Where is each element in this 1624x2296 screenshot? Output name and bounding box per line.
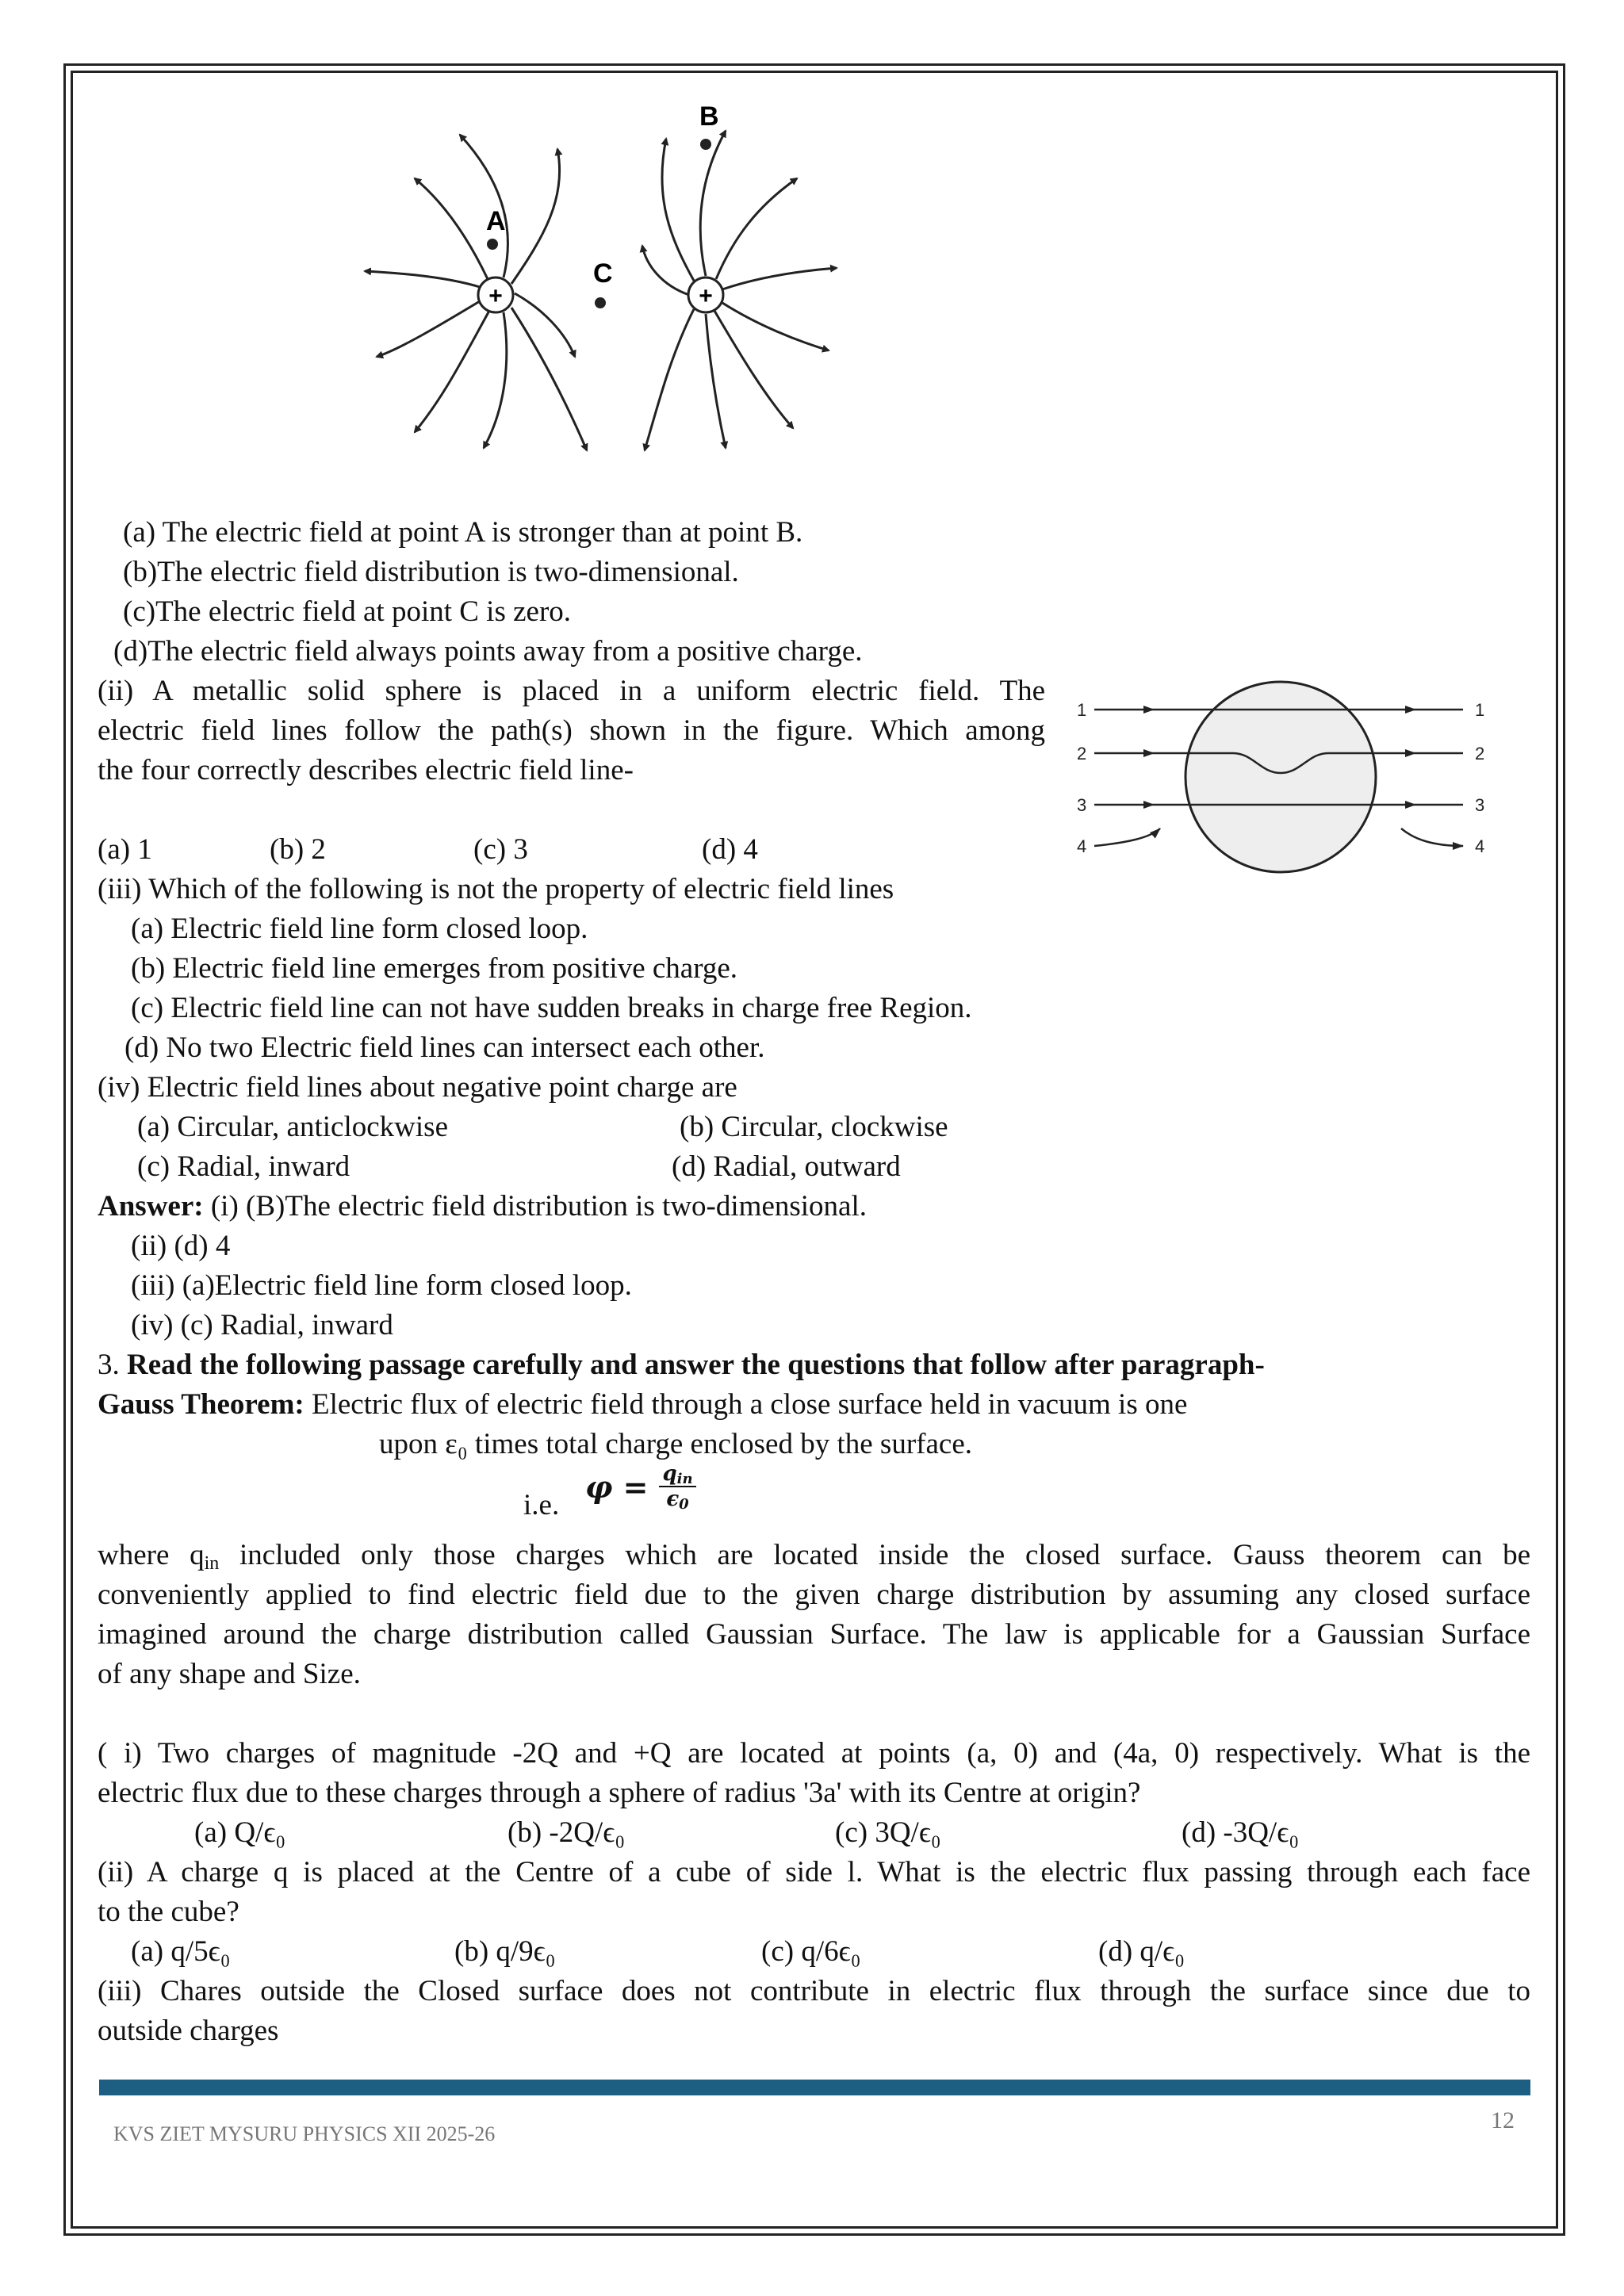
- two-charge-field-figure: [353, 95, 845, 480]
- q2-option-b: (b) 2: [270, 833, 326, 866]
- point-c-label: C: [593, 258, 613, 289]
- point-b-label: B: [699, 101, 719, 132]
- statement-a: (a) The electric field at point A is stronger than at point B.: [123, 516, 803, 549]
- line-label-right-3: 3: [1475, 795, 1485, 815]
- s3q1-option-b: (b) -2Q/ϵ₀: [508, 1816, 626, 1849]
- answer-line-1: [98, 1187, 867, 1226]
- q2-line-3: the four correctly describes electric field line-: [98, 754, 634, 786]
- q2-option-a: (a) 1: [98, 833, 152, 866]
- formula-den-symbol: ϵ: [666, 1487, 680, 1511]
- section3-heading: Read the following passage carefully and answer the questions that follow after paragraph-: [127, 1349, 1265, 1381]
- s3q1-line-2: electric flux due to these charges through a sphere of radius '3a' with its Centre at origin?: [98, 1777, 1141, 1809]
- para-rest: included only those charges which are located inside the closed surface. Gauss theorem can be: [219, 1539, 1530, 1571]
- page-number: 12: [1491, 2107, 1515, 2133]
- statement-c: (c)The electric field at point C is zero.: [123, 595, 572, 628]
- q3-option-c: (c) Electric field line can not have sudden breaks in charge free Region.: [131, 992, 972, 1024]
- metal-sphere-figure: [1063, 670, 1507, 892]
- line-label-left-3: 3: [1077, 795, 1087, 815]
- footer-text: KVS ZIET MYSURU PHYSICS XII 2025-26: [113, 2122, 496, 2145]
- para-line-4: of any shape and Size.: [98, 1658, 361, 1690]
- s3q2-line-2: to the cube?: [98, 1896, 239, 1928]
- s3q1-option-d: (d) -3Q/ϵ₀: [1182, 1816, 1300, 1849]
- s3q1-option-c: (c) 3Q/ϵ₀: [835, 1816, 941, 1849]
- q2-line-1: (ii) A metallic solid sphere is placed in a uniform electric field. The: [98, 675, 1045, 707]
- answer-iii: (iii) (a)Electric field line form closed loop.: [131, 1269, 632, 1302]
- gauss-label: Gauss Theorem:: [98, 1388, 304, 1421]
- q4-option-d: (d) Radial, outward: [672, 1150, 901, 1183]
- formula-denominator: [666, 1487, 688, 1511]
- s3q2-option-c: (c) q/6ϵ₀: [761, 1935, 861, 1968]
- s3q3-line-2: outside charges: [98, 2015, 279, 2047]
- para-line-1: [98, 1536, 1530, 1575]
- line-label-left-2: 2: [1077, 744, 1087, 763]
- para-start: where q: [98, 1539, 205, 1571]
- q4-option-c: (c) Radial, inward: [137, 1150, 350, 1183]
- answer-first: (i) (B)The electric field distribution is two-dimensional.: [203, 1190, 867, 1223]
- q3-question: (iii) Which of the following is not the property of electric field lines: [98, 873, 894, 905]
- gauss-text: Electric flux of electric field through a close surface held in vacuum is one: [304, 1388, 1188, 1421]
- answer-iv: (iv) (c) Radial, inward: [131, 1309, 393, 1341]
- s3q2-option-b: (b) q/9ϵ₀: [454, 1935, 556, 1968]
- line-label-right-2: 2: [1475, 744, 1485, 763]
- line-label-left-4: 4: [1077, 836, 1087, 856]
- answer-ii: (ii) (d) 4: [131, 1230, 231, 1262]
- gauss-line-1: [98, 1385, 1187, 1425]
- q3-option-b: (b) Electric field line emerges from positive charge.: [131, 952, 738, 985]
- ie-label: i.e.: [523, 1489, 560, 1521]
- line-label-right-1: 1: [1475, 700, 1485, 720]
- q3-option-a: (a) Electric field line form closed loop.: [131, 913, 588, 945]
- footer-bar: [99, 2080, 1530, 2095]
- q4-option-a: (a) Circular, anticlockwise: [137, 1111, 448, 1143]
- s3q3-line-1: (iii) Chares outside the Closed surface does not contribute in electric flux through the surface since due to: [98, 1975, 1530, 2007]
- s3q2-line-1: (ii) A charge q is placed at the Centre of a cube of side l. What is the electric flux passing through each face: [98, 1856, 1530, 1888]
- gauss-formula: [585, 1462, 696, 1511]
- statement-d: (d)The electric field always points away from a positive charge.: [113, 635, 863, 668]
- para-line-3: imagined around the charge distribution called Gaussian Surface. The law is applicable for a Gaussian Surface: [98, 1618, 1530, 1651]
- formula-den-sub: 0: [679, 1496, 689, 1513]
- formula-numerator: [659, 1462, 695, 1487]
- formula-lhs: φ =: [585, 1468, 649, 1505]
- q2-line-2: electric field lines follow the path(s) shown in the figure. Which among: [98, 714, 1045, 747]
- statement-b: (b)The electric field distribution is two-dimensional.: [123, 556, 739, 588]
- section3-heading-line: [98, 1345, 1265, 1385]
- right-charge-sign: +: [699, 283, 713, 309]
- s3q2-option-a: (a) q/5ϵ₀: [131, 1935, 231, 1968]
- q3-option-d: (d) No two Electric field lines can intersect each other.: [124, 1031, 765, 1064]
- line-label-right-4: 4: [1475, 836, 1485, 856]
- para-line-2: conveniently applied to find electric field due to the given charge distribution by assuming any closed surface: [98, 1578, 1530, 1611]
- left-charge-sign: +: [488, 283, 503, 309]
- s3q2-option-d: (d) q/ϵ₀: [1098, 1935, 1185, 1968]
- para-sub: in: [204, 1553, 220, 1574]
- line-label-left-1: 1: [1077, 700, 1087, 720]
- q4-question: (iv) Electric field lines about negative point charge are: [98, 1071, 737, 1104]
- formula-num-sub: in: [676, 1471, 693, 1487]
- q2-option-d: (d) 4: [702, 833, 758, 866]
- point-a-label: A: [486, 206, 506, 236]
- answer-label: Answer:: [98, 1190, 204, 1223]
- formula-fraction: [659, 1462, 695, 1511]
- formula-num-symbol: q: [662, 1462, 677, 1486]
- section3-number: 3.: [98, 1349, 127, 1381]
- q4-option-b: (b) Circular, clockwise: [680, 1111, 948, 1143]
- q2-option-c: (c) 3: [473, 833, 528, 866]
- s3q1-option-a: (a) Q/ϵ₀: [194, 1816, 286, 1849]
- gauss-line-2: upon ε₀ times total charge enclosed by the surface.: [379, 1428, 972, 1460]
- s3q1-line-1: ( i) Two charges of magnitude -2Q and +Q are located at points (a, 0) and (4a, 0) respectively. What is the: [98, 1737, 1530, 1770]
